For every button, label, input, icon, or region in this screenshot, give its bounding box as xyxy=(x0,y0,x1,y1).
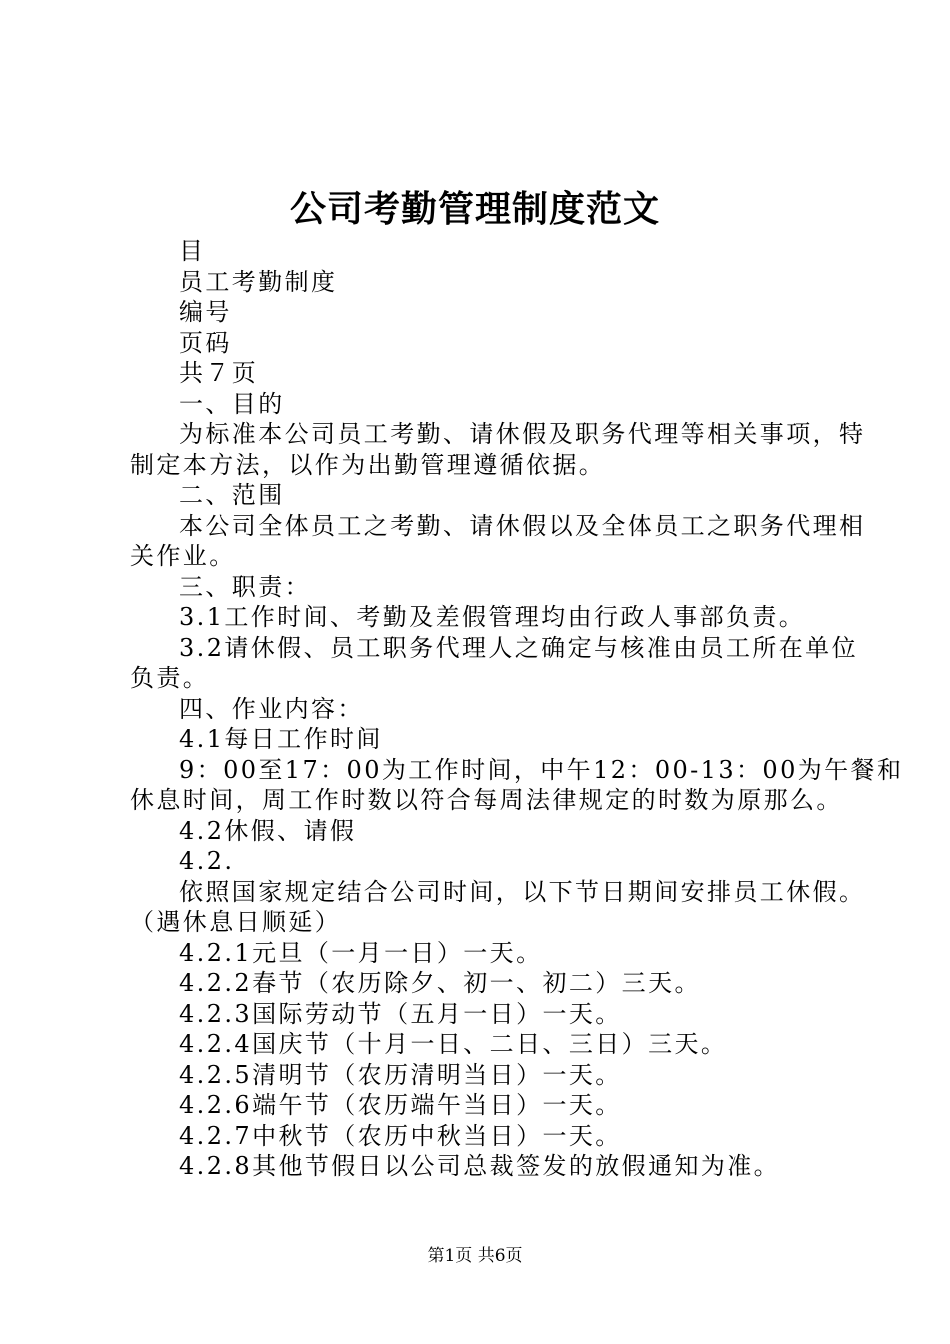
body-line: 本公司全体员工之考勤、请休假以及全体员工之职务代理相 xyxy=(179,511,866,540)
body-line: 制定本方法，以作为出勤管理遵循依据。 xyxy=(130,450,606,479)
body-line: 4.2. xyxy=(179,847,235,875)
document-title: 公司考勤管理制度范文 xyxy=(289,188,660,230)
document-body xyxy=(130,236,904,1182)
body-line: 依照国家规定结合公司时间，以下节日期间安排员工休假。 xyxy=(179,877,866,906)
body-line: 4.2.1元旦（一月一日）一天。 xyxy=(179,938,543,967)
body-line: 4.2.6端午节（农历端午当日）一天。 xyxy=(179,1091,622,1119)
body-line: 编号 xyxy=(179,298,232,326)
body-line: 一、目的 xyxy=(179,389,285,418)
body-line: 4.2.2春节（农历除夕、初一、初二）三天。 xyxy=(179,969,701,997)
body-line: （遇休息日顺延） xyxy=(130,908,342,936)
page-footer: 第1页 共6页 xyxy=(427,1246,523,1266)
body-line: 休息时间，周工作时数以符合每周法律规定的时数为原那么。 xyxy=(130,786,843,814)
body-line: 共７页 xyxy=(179,359,259,387)
body-line: 9：00至17：00为工作时间，中午12：00-13：00为午餐和 xyxy=(179,755,904,784)
body-line: 三、职责： xyxy=(179,572,311,601)
body-line: 3.2请休假、员工职务代理人之确定与核准由员工所在单位 xyxy=(179,633,858,662)
body-line: 四、作业内容： xyxy=(179,694,364,723)
body-line: 目 xyxy=(179,237,206,265)
body-line: 4.2.4国庆节（十月一日、二日、三日）三天。 xyxy=(179,1030,728,1058)
body-line: 关作业。 xyxy=(130,542,236,570)
body-line: 4.1每日工作时间 xyxy=(179,725,383,753)
body-line: 4.2.5清明节（农历清明当日）一天。 xyxy=(179,1060,622,1089)
body-line: 4.2.3国际劳动节（五月一日）一天。 xyxy=(179,999,622,1028)
body-line: 员工考勤制度 xyxy=(179,267,338,296)
body-line: 为标准本公司员工考勤、请休假及职务代理等相关事项，特 xyxy=(179,420,866,448)
body-line: 3.1工作时间、考勤及差假管理均由行政人事部负责。 xyxy=(179,603,806,631)
body-line: 二、范围 xyxy=(179,481,285,509)
body-line: 4.2.7中秋节（农历中秋当日）一天。 xyxy=(179,1121,622,1150)
body-line: 4.2休假、请假 xyxy=(179,816,357,845)
body-line: 4.2.8其他节假日以公司总裁签发的放假通知为准。 xyxy=(179,1152,781,1180)
body-line: 页码 xyxy=(179,328,232,357)
body-line: 负责。 xyxy=(130,664,210,692)
